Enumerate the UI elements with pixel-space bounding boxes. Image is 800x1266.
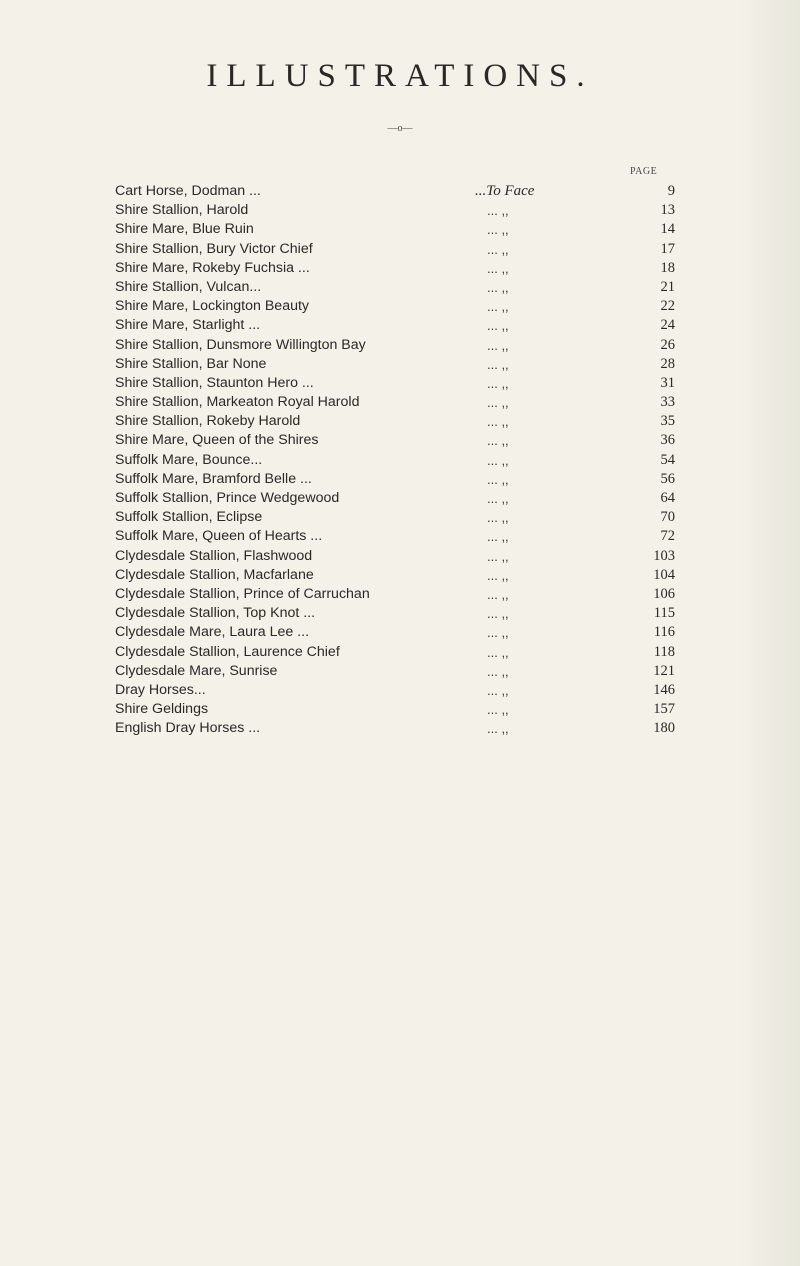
page-number: 21 bbox=[660, 278, 675, 295]
page-number: 14 bbox=[660, 221, 675, 238]
list-item bbox=[115, 297, 675, 316]
page-number: 72 bbox=[660, 528, 675, 545]
ditto-mark: ... ,, bbox=[487, 260, 509, 276]
list-item bbox=[115, 240, 675, 259]
illustration-title: Clydesdale Mare, Laura Lee ... bbox=[115, 624, 310, 641]
page-number: 121 bbox=[653, 662, 675, 679]
ditto-mark: ... ,, bbox=[487, 395, 509, 411]
list-item bbox=[115, 393, 675, 412]
page-number: 22 bbox=[660, 298, 675, 315]
to-face-reference: ...To Face bbox=[475, 183, 535, 199]
list-item bbox=[115, 604, 675, 623]
ditto-mark: ... ,, bbox=[487, 663, 509, 679]
page-number: 28 bbox=[660, 355, 675, 372]
illustration-title: Dray Horses... bbox=[115, 681, 206, 698]
illustration-title: Shire Stallion, Vulcan... bbox=[115, 278, 262, 295]
page-number: 26 bbox=[660, 336, 675, 353]
illustration-title: Clydesdale Stallion, Prince of Carruchan bbox=[115, 585, 370, 602]
ditto-mark: ... ,, bbox=[487, 682, 509, 698]
illustration-title: Suffolk Stallion, Prince Wedgewood bbox=[115, 490, 340, 506]
ditto-mark: ... ,, bbox=[487, 606, 509, 622]
list-item bbox=[115, 316, 675, 335]
illustration-title: English Dray Horses ... bbox=[115, 720, 261, 737]
page-number: 106 bbox=[653, 585, 675, 602]
page-title: ILLUSTRATIONS. bbox=[206, 58, 594, 94]
page-number: 157 bbox=[653, 701, 675, 718]
list-item bbox=[115, 220, 675, 239]
list-item bbox=[115, 259, 675, 278]
page-number: 104 bbox=[653, 566, 675, 583]
ditto-mark: ... ,, bbox=[487, 491, 509, 506]
ditto-mark: ... ,, bbox=[487, 222, 509, 238]
list-item bbox=[115, 278, 675, 297]
list-item bbox=[115, 336, 675, 355]
page-number: 35 bbox=[660, 413, 675, 430]
illustration-title: Shire Stallion, Harold bbox=[115, 202, 249, 219]
page-edge-shadow bbox=[740, 0, 800, 1266]
ditto-mark: ... ,, bbox=[487, 375, 509, 391]
illustration-title: Shire Mare, Lockington Beauty bbox=[115, 298, 310, 315]
list-item bbox=[115, 431, 675, 450]
list-item bbox=[115, 451, 675, 470]
page-number: 56 bbox=[660, 470, 675, 487]
page-number: 118 bbox=[653, 643, 675, 660]
illustration-title: Shire Geldings bbox=[115, 701, 209, 718]
illustration-title: Clydesdale Stallion, Macfarlane bbox=[115, 566, 314, 583]
list-item bbox=[115, 566, 675, 585]
ditto-mark: ... ,, bbox=[487, 567, 509, 583]
page-number: 36 bbox=[660, 432, 675, 449]
page-number: 31 bbox=[660, 374, 675, 391]
page-column-label: PAGE bbox=[630, 166, 658, 177]
list-item bbox=[115, 201, 675, 220]
page-number: 70 bbox=[660, 509, 675, 526]
list-item bbox=[115, 182, 675, 201]
page-number: 103 bbox=[653, 547, 675, 564]
illustration-title: Suffolk Stallion, Eclipse bbox=[115, 509, 263, 526]
ditto-mark: ... ,, bbox=[487, 279, 509, 295]
ditto-mark: ... ,, bbox=[487, 414, 509, 430]
illustration-title: Shire Stallion, Bar None bbox=[115, 355, 267, 372]
ditto-mark: ... ,, bbox=[487, 318, 509, 334]
page-number: 9 bbox=[667, 183, 675, 199]
ditto-mark: ... ,, bbox=[487, 625, 509, 641]
list-item bbox=[115, 662, 675, 681]
illustration-title: Clydesdale Stallion, Top Knot ... bbox=[115, 605, 316, 622]
ditto-mark: ... ,, bbox=[487, 356, 509, 372]
illustration-title: Shire Stallion, Staunton Hero ... bbox=[115, 374, 314, 391]
illustration-title: Suffolk Mare, Bounce... bbox=[115, 451, 263, 468]
page-number: 180 bbox=[653, 720, 675, 737]
ditto-mark: ... ,, bbox=[487, 433, 509, 449]
illustration-title: Shire Stallion, Rokeby Harold bbox=[115, 413, 301, 430]
illustration-list bbox=[115, 182, 675, 738]
page-number: 54 bbox=[660, 451, 675, 468]
list-item bbox=[115, 355, 675, 374]
list-item bbox=[115, 374, 675, 393]
list-item bbox=[115, 623, 675, 642]
ditto-mark: ... ,, bbox=[487, 203, 509, 219]
illustration-title: Clydesdale Mare, Sunrise bbox=[115, 662, 278, 679]
ditto-mark: ... ,, bbox=[487, 510, 509, 526]
ditto-mark: ... ,, bbox=[487, 241, 509, 257]
illustration-title: Shire Mare, Blue Ruin bbox=[115, 221, 254, 238]
illustration-title: Shire Stallion, Dunsmore Willington Bay bbox=[115, 336, 366, 353]
list-item bbox=[115, 470, 675, 489]
illustration-title: Cart Horse, Dodman ... bbox=[115, 183, 261, 199]
page-number: 17 bbox=[660, 240, 675, 257]
title-separator: —o— bbox=[387, 123, 413, 134]
list-item bbox=[115, 681, 675, 700]
illustration-title: Shire Mare, Rokeby Fuchsia ... bbox=[115, 259, 310, 276]
ditto-mark: ... ,, bbox=[487, 702, 509, 718]
page-number: 64 bbox=[660, 490, 675, 506]
list-item bbox=[115, 643, 675, 662]
illustration-title: Shire Stallion, Markeaton Royal Harold bbox=[115, 394, 360, 411]
illustration-title: Clydesdale Stallion, Flashwood bbox=[115, 547, 313, 564]
list-item bbox=[115, 547, 675, 566]
page-number: 115 bbox=[653, 605, 675, 622]
page-number: 116 bbox=[653, 624, 675, 641]
list-item bbox=[115, 412, 675, 431]
list-item bbox=[115, 527, 675, 546]
ditto-mark: ... ,, bbox=[487, 529, 509, 545]
illustration-title: Suffolk Mare, Bramford Belle ... bbox=[115, 470, 312, 487]
page-number: 18 bbox=[660, 259, 675, 276]
list-item bbox=[115, 585, 675, 604]
ditto-mark: ... ,, bbox=[487, 337, 509, 353]
ditto-mark: ... ,, bbox=[487, 452, 509, 468]
page-number: 146 bbox=[653, 681, 675, 698]
illustration-title: Suffolk Mare, Queen of Hearts ... bbox=[115, 528, 323, 545]
illustration-title: Shire Mare, Queen of the Shires bbox=[115, 432, 319, 449]
ditto-mark: ... ,, bbox=[487, 586, 509, 602]
list-item bbox=[115, 489, 675, 508]
illustration-title: Shire Stallion, Bury Victor Chief bbox=[115, 240, 313, 257]
ditto-mark: ... ,, bbox=[487, 471, 509, 487]
ditto-mark: ... ,, bbox=[487, 644, 509, 660]
illustration-title: Shire Mare, Starlight ... bbox=[115, 317, 261, 334]
page-number: 33 bbox=[660, 394, 675, 411]
ditto-mark: ... ,, bbox=[487, 299, 509, 315]
ditto-mark: ... ,, bbox=[487, 721, 509, 737]
ditto-mark: ... ,, bbox=[487, 548, 509, 564]
page-number: 24 bbox=[660, 317, 675, 334]
list-item bbox=[115, 719, 675, 738]
list-item bbox=[115, 508, 675, 527]
list-item bbox=[115, 700, 675, 719]
page-number: 13 bbox=[660, 202, 675, 219]
illustration-title: Clydesdale Stallion, Laurence Chief bbox=[115, 643, 340, 660]
